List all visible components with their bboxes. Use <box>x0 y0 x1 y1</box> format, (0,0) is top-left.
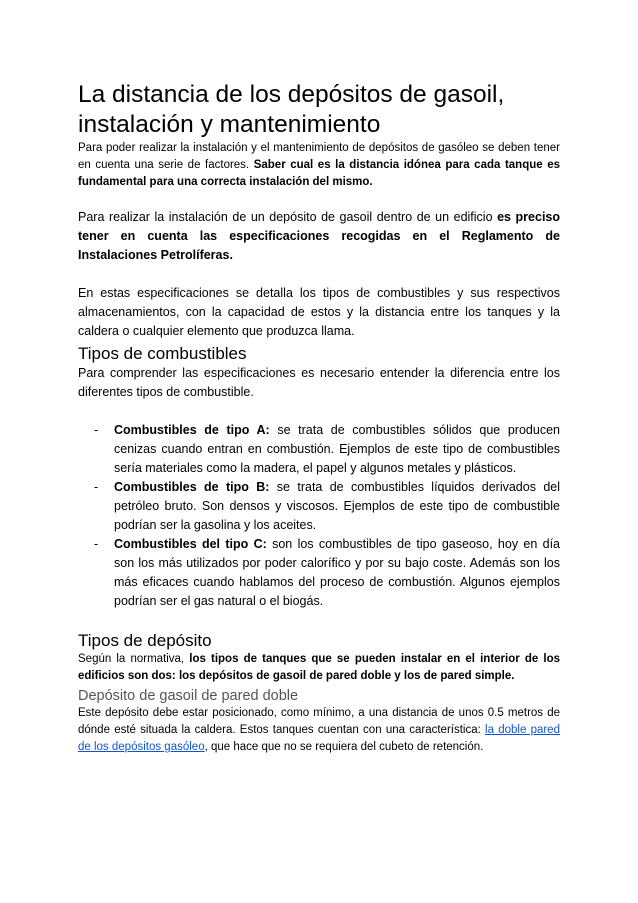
list-item-tipo-c <box>78 535 560 611</box>
list-dash: - <box>94 537 99 551</box>
paragraph-especificaciones: En estas especificaciones se detalla los tipos de combustibles y sus respectivos almacenamientos, con la capacidad de estos y la distancia entre los tanques y la caldera o cualquier elemento que produzca llama. <box>78 286 560 338</box>
intro-text: Para poder realizar la instalación y el mantenimiento de depósitos de gasóleo se deben tener en cuenta una serie de factores. <box>78 142 560 171</box>
document-title: La distancia de los depósitos de gasoil, instalación y mantenimiento <box>78 81 505 138</box>
paragraph-instalacion-text: Para realizar la instalación de un depósito de gasoil dentro de un edificio <box>78 210 498 224</box>
list-item-term: Combustibles de tipo B: <box>114 480 270 494</box>
combustibles-list <box>78 421 560 611</box>
heading-tipos-deposito: Tipos de depósito <box>78 631 212 650</box>
list-dash: - <box>94 480 99 494</box>
intro-paragraph <box>78 140 560 191</box>
list-item-tipo-a <box>78 421 560 478</box>
list-item-description: se trata de combustibles sólidos que producen cenizas cuando entran en combustión. Ejemplos de este tipo de combustibles sería materiales como la madera, el papel y algunos metales y plásticos. <box>114 423 560 475</box>
deposito-bold-text: los tipos de tanques que se pueden instalar en el interior de los edificios son dos: los depósitos de gasoil de pared doble y los de pared simple. <box>78 653 560 682</box>
doble-pared-link[interactable]: la doble pared de los depósitos gasóleo <box>78 724 560 753</box>
combustibles-intro: Para comprender las especificaciones es necesario entender la diferencia entre los diferentes tipos de combustible. <box>78 366 560 399</box>
list-item-term: Combustibles de tipo A: <box>114 423 270 437</box>
paragraph-instalacion-bold: es preciso tener en cuenta las especificaciones recogidas en el Reglamento de Instalaciones Petrolíferas. <box>78 210 561 262</box>
list-item-term: Combustibles del tipo C: <box>114 537 267 551</box>
heading-pared-doble: Depósito de gasoil de pared doble <box>78 688 299 704</box>
paragraph-instalacion <box>78 208 560 265</box>
list-item-description: se trata de combustibles líquidos derivados del petróleo bruto. Son densos y viscosos. Ejemplos de este tipo de combustible podrían ser la gasolina y los aceites. <box>114 480 560 532</box>
intro-bold-text: Saber cual es la distancia idónea para cada tanque es fundamental para una correcta instalación del mismo. <box>78 159 561 188</box>
list-dash: - <box>94 423 99 437</box>
pared-doble-text: Este depósito debe estar posicionado, como mínimo, a una distancia de unos 0.5 metros de dónde esté situada la caldera. Estos tanques cuentan con una característica: <box>78 707 560 736</box>
list-item-description: son los combustibles de tipo gaseoso, hoy en día son los más utilizados por poder calorífico y por su bajo coste. Además son los más eficaces cuando hablamos del proceso de combustión. Algunos ejemplos podrían ser el gas natural o el biogás. <box>114 537 560 608</box>
pared-doble-paragraph <box>78 705 560 756</box>
deposito-text: Según la normativa, <box>78 653 190 665</box>
heading-tipos-combustibles: Tipos de combustibles <box>78 344 247 363</box>
pared-doble-text-end: , que hace que no se requiera del cubeto de retención. <box>204 741 484 753</box>
document-body <box>78 80 560 756</box>
deposito-paragraph <box>78 651 560 685</box>
list-item-tipo-b <box>78 478 560 535</box>
